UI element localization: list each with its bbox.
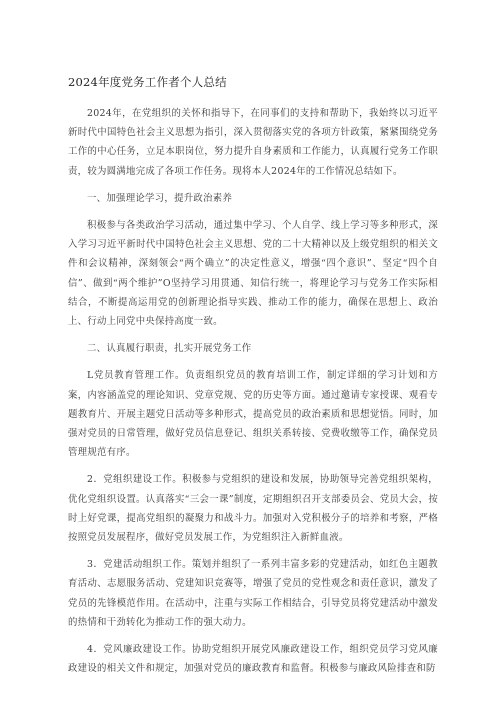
item-1-paragraph: L党员教育管理工作。负责组织党员的教育培训工作，制定详细的学习计划和方案，内容涵盖党的理论知识、党章党规、党的历史等方面。通过邀请专家授课、观看专题教育片、开展主题党日活动等多种形式，提高党员的政治素质和思想觉悟。同时，加强对党员的日常管理，做好党员信息登记、组织关系转接、党费收缴等工作，确保党员管理规范有序。 xyxy=(68,370,438,459)
item-4-paragraph: 4．党风廉政建设工作。协助党组织开展党风廉政建设工作，组织党员学习党风廉政建设的相关文件和规定，加强对党员的廉政教育和监督。积极参与廉政风险排查和防 xyxy=(68,644,438,675)
item-2-paragraph: 2．党组织建设工作。积极参与党组织的建设和发展，协助领导完善党组织架构，优化党组织设置。认真落实“三会一课”制度，定期组织召开支部委员会、党员大会，按时上好党课，提高党组织的凝聚力和战斗力。加强对入党积极分子的培养和考察，严格按照党员发展程序，做好党员发展工作，为党组织注入新鲜血液。 xyxy=(68,474,438,544)
item-3-paragraph: 3．党建活动组织工作。策划并组织了一系列丰富多彩的党建活动，如红色主题教育活动、志愿服务活动、党建知识竞赛等，增强了党员的党性观念和责任意识，激发了党员的先锋模范作用。在活动中，注重与实际工作相结合，引导党员将党建活动中激发的热情和干劲转化为推动工作的强大动力。 xyxy=(68,559,438,628)
intro-paragraph: 2024年，在党组织的关怀和指导下，在同事们的支持和帮助下，我始终以习近平新时代中国特色社会主义思想为指引，深入贯彻落实党的各项方针政策，紧紧围绕党务工作的中心任务，立足本职岗位，努力提升自身素质和工作能力，认真履行党务工作职责，较为圆满地完成了各项工作任务。现将本人2024年的工作情况总结如下。 xyxy=(68,108,438,177)
section-2-heading: 二、认真履行职责，扎实开展党务工作 xyxy=(87,343,252,355)
section-1-heading: 一、加强理论学习，提升政治素养 xyxy=(87,192,233,204)
section-1-paragraph: 积极参与各类政治学习活动，通过集中学习、个人自学、线上学习等多种形式，深入学习习近平新时代中国特色社会主义思想、党的二十大精神以及上级党组织的相关文件和会议精神，深刻领会“两个确立”的决定性意义，增强“四个意识”、坚定“四个自信”、做到“两个维护”O坚持学习用贯通、知信行统一，将理论学习与党务工作实际相结合，不断提高运用党的创新理论指导实践、推动工作的能力，确保在思想上、政治上、行动上同党中央保持高度一致。 xyxy=(68,220,438,328)
document-title: 2024年度党务工作者个人总结 xyxy=(68,75,227,89)
